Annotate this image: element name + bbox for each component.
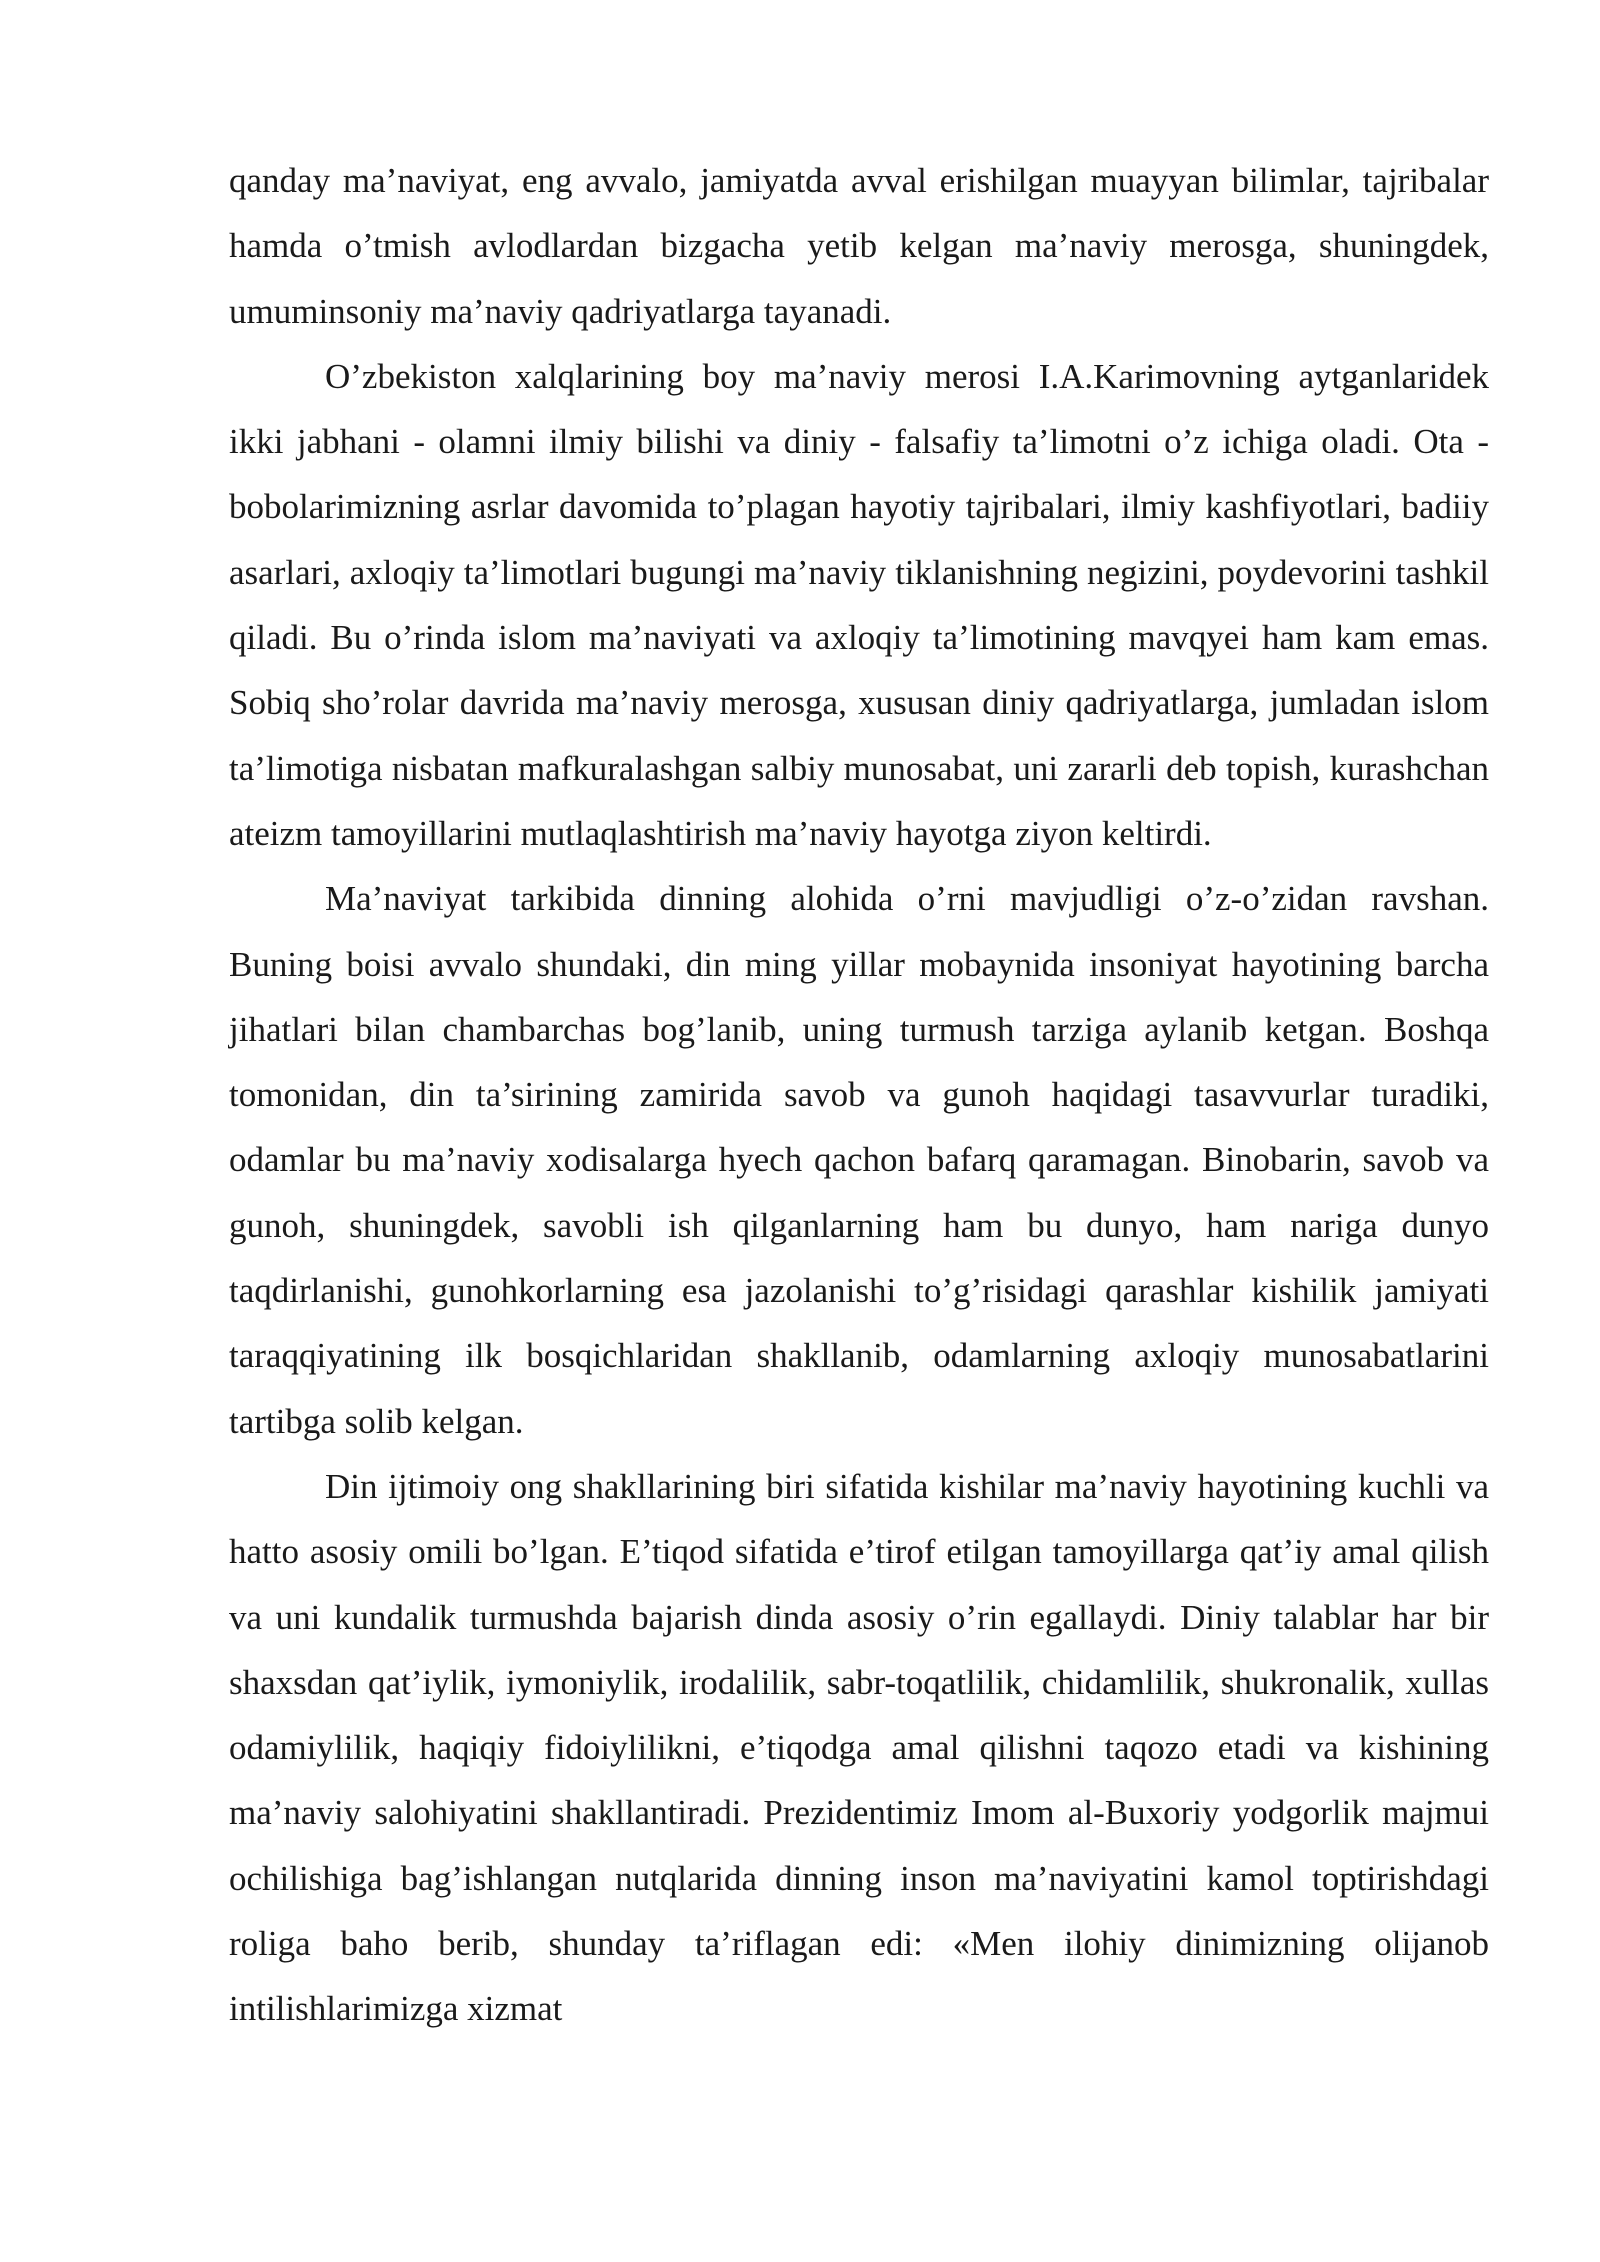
paragraph-uzbekistan-heritage: O’zbekiston xalqlarining boy ma’naviy merosi I.A.Karimovning aytganlaridek ikki jabhani - olamni ilmiy bilishi va diniy - falsafiy ta’limotni o’z ichiga oladi. Ota - bobolarimizning asrlar davomida to’plagan hayotiy tajribalari, ilmiy kashfiyotlari, badiiy asarlari, axloqiy ta’limotlari bugungi ma’naviy tiklanishning negizini, poydevorini tashkil qiladi. Bu o’rinda islom ma’naviyati va axloqiy ta’limotining mavqyei ham kam emas. Sobiq sho’rolar davrida ma’naviy merosga, xususan diniy qadriyatlarga, jumladan islom ta’limotiga nisbatan mafkuralashgan salbiy munosabat, uni zararli deb topish, kurashchan ateizm tamoyillarini mutlaqlashtirish ma’naviy hayotga ziyon keltirdi. (229, 356, 1489, 853)
paragraph-religion-role: Ma’naviyat tarkibida dinning alohida o’rni mavjudligi o’z-o’zidan ravshan. Buning boisi avvalo shundaki, din ming yillar mobaynida insoniyat hayotining barcha jihatlari bilan chambarchas bog’lanib, uning turmush tarziga aylanib ketgan. Boshqa tomonidan, din ta’sirining zamirida savob va gunoh haqidagi tasavvurlar turadiki, odamlar bu ma’naviy xodisalarga hyech qachon bafarq qaramagan. Binobarin, savob va gunoh, shuningdek, savobli ish qilganlarning ham bu dunyo, ham nariga dunyo taqdirlanishi, gunohkorlarning esa jazolanishi to’g’risidagi qarashlar kishilik jamiyati taraqqiyatining ilk bosqichlaridan shakllanib, odamlarning axloqiy munosabatlarini tartibga solib kelgan. (229, 879, 1489, 1441)
document-page (229, 148, 1489, 2042)
paragraph-continuation: qanday ma’naviyat, eng avvalo, jamiyatda avval erishilgan muayyan bilimlar, tajribalar hamda o’tmish avlodlardan bizgacha yetib kelgan ma’naviy merosga, shuningdek, umuminsoniy ma’naviy qadriyatlarga tayanadi. (229, 161, 1489, 331)
paragraph-religion-consciousness: Din ijtimoiy ong shakllarining biri sifatida kishilar ma’naviy hayotining kuchli va hatto asosiy omili bo’lgan. E’tiqod sifatida e’tirof etilgan tamoyillarga qat’iy amal qilish va uni kundalik turmushda bajarish dinda asosiy o’rin egallaydi. Diniy talablar har bir shaxsdan qat’iylik, iymoniylik, irodalilik, sabr-toqatlilik, chidamlilik, shukronalik, xullas odamiylilik, haqiqiy fidoiylilikni, e’tiqodga amal qilishni taqozo etadi va kishining ma’naviy salohiyatini shakllantiradi. Prezidentimiz Imom al-Buxoriy yodgorlik majmui ochilishiga bag’ishlangan nutqlarida dinning inson ma’naviyatini kamol toptirishdagi roliga baho berib, shunday ta’riflagan edi: «Men ilohiy dinimizning olijanob intilishlarimizga xizmat (229, 1466, 1489, 2029)
